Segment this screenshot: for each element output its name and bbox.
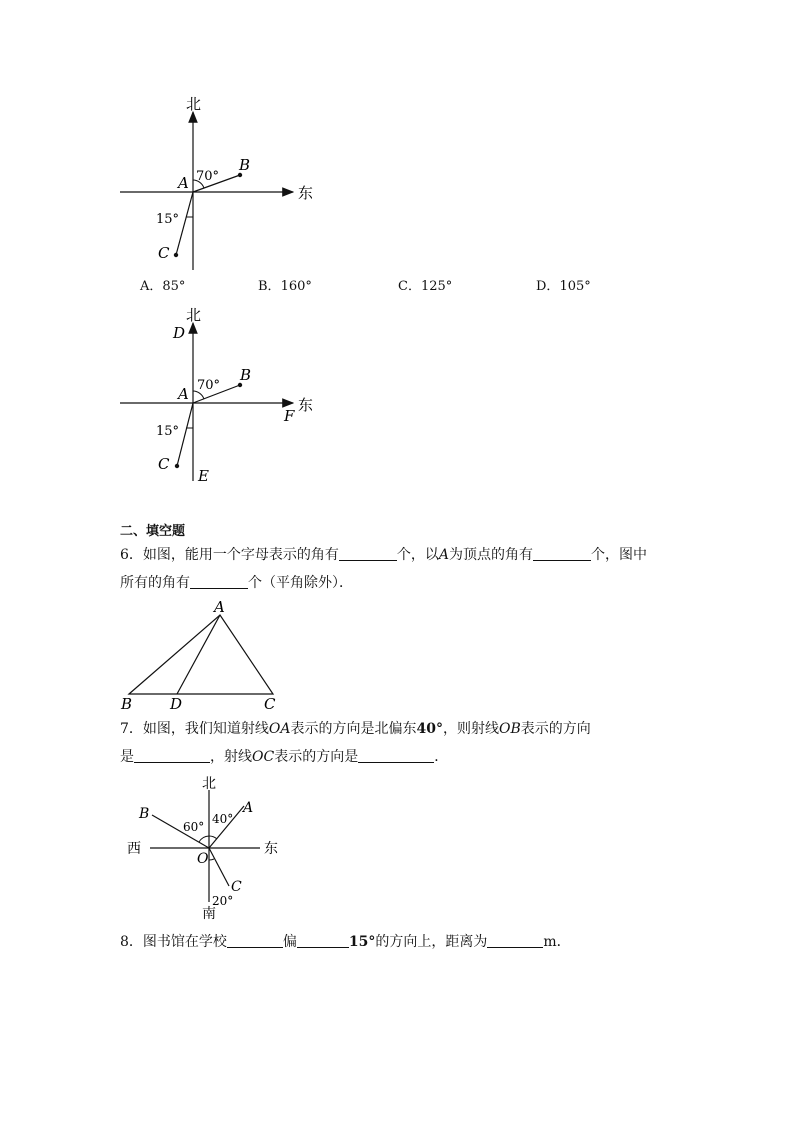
label-a: A — [178, 385, 189, 403]
section-title: 二、填空题 — [120, 524, 186, 539]
label-south: 南 — [202, 906, 216, 922]
label-o: O — [197, 851, 209, 867]
label-north: 北 — [186, 95, 202, 113]
label-angle-70: 70° — [196, 169, 220, 184]
label-a: A — [178, 174, 189, 192]
label-c: C — [231, 879, 242, 895]
option-a[interactable]: A．85° — [140, 279, 186, 294]
answer-blank[interactable] — [487, 933, 543, 948]
label-north: 北 — [186, 306, 202, 324]
figure-triangle — [115, 597, 295, 712]
label-b: B — [240, 366, 252, 384]
answer-blank[interactable] — [339, 546, 397, 561]
label-d: D — [173, 324, 186, 342]
ray-oc — [209, 848, 229, 886]
angle-arc-b — [199, 836, 209, 842]
label-b: B — [139, 806, 150, 822]
angle-arc-a — [209, 836, 217, 839]
label-c: C — [158, 455, 170, 473]
triangle-abc — [129, 615, 273, 694]
label-c: C — [158, 244, 170, 262]
label-angle-70: 70° — [197, 378, 221, 393]
label-b: B — [239, 156, 251, 174]
answer-blank[interactable] — [227, 933, 283, 948]
option-c[interactable]: C．125° — [398, 279, 453, 294]
label-b: B — [121, 695, 133, 713]
label-east: 东 — [298, 184, 314, 202]
label-angle-20: 20° — [212, 894, 234, 908]
option-d[interactable]: D．105° — [536, 279, 591, 294]
figure-direction-2 — [110, 303, 330, 488]
ray-ac — [177, 403, 193, 466]
answer-blank[interactable] — [297, 933, 349, 948]
answer-blank[interactable] — [190, 574, 248, 589]
figure-compass — [120, 772, 290, 924]
answer-blank[interactable] — [134, 748, 210, 763]
figure-direction-1 — [110, 92, 330, 277]
answer-blank[interactable] — [358, 748, 434, 763]
answer-blank[interactable] — [533, 546, 591, 561]
label-north: 北 — [202, 776, 216, 792]
question-7-line-2: 是 ，射线OC表示的方向是 ． — [120, 749, 449, 765]
label-east: 东 — [298, 396, 314, 414]
angle-arc-c — [209, 859, 214, 860]
question-8: 8．图书馆在学校 偏 15°的方向上，距离为 m． — [120, 934, 571, 950]
label-east: 东 — [264, 841, 278, 857]
label-a: A — [214, 598, 225, 616]
label-d: D — [170, 695, 183, 713]
label-west: 西 — [127, 841, 141, 857]
label-e: E — [198, 467, 209, 485]
label-a: A — [243, 800, 254, 816]
label-angle-15: 15° — [156, 424, 180, 439]
question-6-line-2: 所有的角有 个（平角除外）． — [120, 575, 353, 591]
label-angle-40: 40° — [212, 812, 234, 826]
segment-ad — [177, 615, 220, 694]
point-c — [175, 464, 179, 468]
point-c — [174, 253, 178, 257]
label-angle-15: 15° — [156, 212, 180, 227]
label-c: C — [264, 695, 276, 713]
label-angle-60: 60° — [183, 820, 205, 834]
option-b[interactable]: B．160° — [258, 279, 312, 294]
label-f: F — [284, 407, 295, 425]
question-7-line-1: 7．如图，我们知道射线OA表示的方向是北偏东40°，则射线OB表示的方向 — [120, 721, 591, 737]
question-6-line-1: 6．如图，能用一个字母表示的角有 个，以A为顶点的角有 个，图中 — [120, 547, 648, 563]
